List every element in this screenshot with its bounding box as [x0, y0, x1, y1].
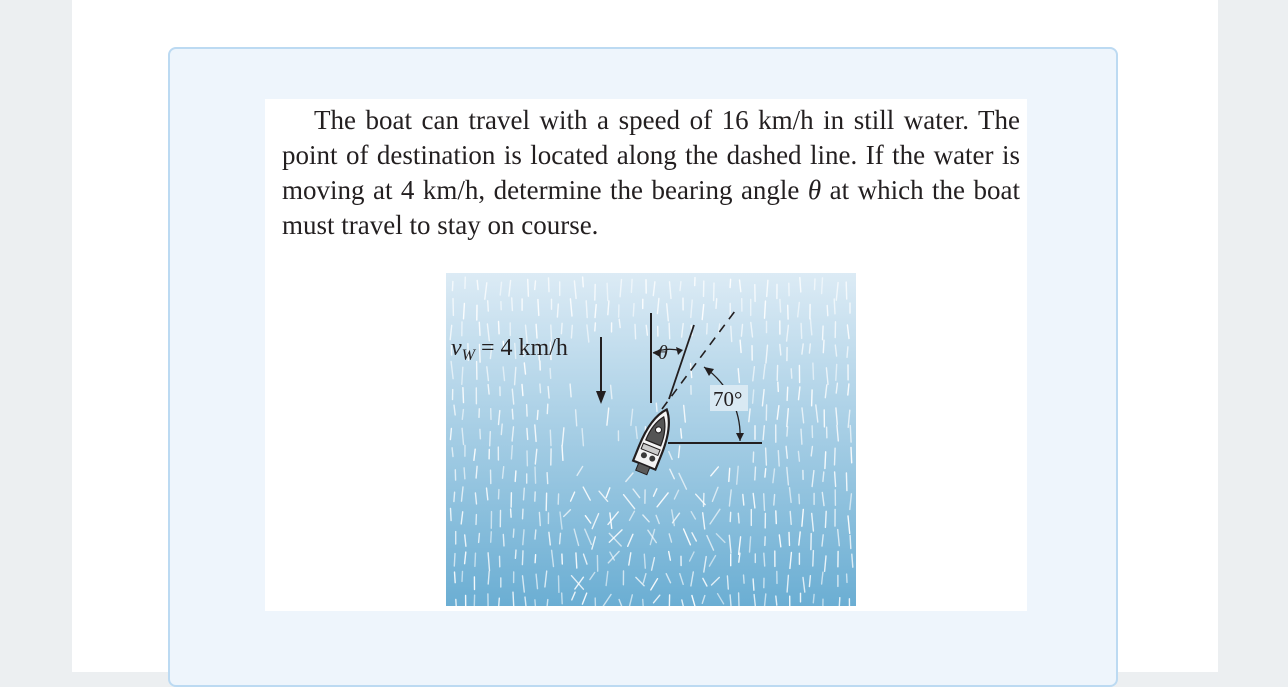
water-streak	[479, 322, 480, 335]
water-streak	[631, 279, 632, 292]
water-streak	[730, 279, 731, 287]
water-streak	[740, 340, 741, 352]
water-streak	[776, 511, 777, 524]
water-streak	[755, 467, 756, 480]
water-streak	[823, 326, 824, 340]
water-streak	[550, 368, 551, 378]
water-streak	[491, 532, 492, 542]
water-streak	[535, 281, 536, 290]
water-streak	[766, 448, 767, 465]
water-streak	[787, 427, 788, 436]
water-streak	[524, 488, 525, 500]
water-streak	[801, 429, 802, 444]
water-streak	[839, 598, 840, 606]
boat-figure	[446, 273, 856, 606]
water-streak	[547, 473, 548, 484]
water-streak	[813, 595, 814, 603]
water-streak	[549, 278, 550, 292]
water-streak	[764, 494, 765, 511]
water-streak	[850, 536, 851, 549]
water-streak	[827, 306, 828, 316]
water-streak	[847, 347, 848, 358]
water-streak	[535, 530, 536, 539]
water-streak	[522, 551, 523, 565]
water-streak	[800, 278, 801, 292]
water-streak	[780, 344, 781, 355]
water-streak	[522, 385, 523, 396]
water-streak	[540, 384, 541, 393]
water-streak	[716, 299, 717, 309]
water-streak	[548, 387, 549, 398]
water-streak	[765, 469, 766, 477]
water-streak	[454, 492, 455, 501]
water-streak	[513, 529, 514, 537]
water-streak	[538, 300, 539, 316]
theta-label: θ	[658, 342, 668, 364]
water-streak	[764, 553, 765, 566]
water-streak	[488, 301, 489, 311]
water-streak	[451, 508, 452, 520]
water-streak	[511, 509, 512, 517]
water-streak	[557, 304, 558, 317]
water-streak	[550, 430, 551, 445]
water-streak	[790, 512, 791, 525]
water-velocity-symbol: v	[451, 335, 462, 361]
water-streak	[480, 429, 481, 439]
water-streak	[846, 473, 847, 491]
water-streak	[527, 429, 528, 440]
water-streak	[535, 600, 536, 606]
water-streak	[547, 404, 548, 413]
water-streak	[633, 304, 634, 316]
water-streak	[738, 513, 739, 523]
water-streak	[528, 279, 529, 296]
water-streak	[560, 533, 561, 544]
water-streak	[539, 512, 540, 525]
water-streak	[515, 471, 516, 481]
water-streak	[488, 385, 489, 395]
water-streak	[681, 429, 682, 438]
water-streak	[774, 495, 775, 505]
water-streak	[789, 532, 790, 545]
water-streak	[743, 495, 744, 506]
water-streak	[475, 553, 476, 566]
water-streak	[561, 323, 562, 333]
water-streak	[562, 446, 563, 461]
water-streak	[490, 432, 491, 446]
water-streak	[813, 551, 814, 566]
water-streak	[851, 447, 852, 462]
water-streak	[809, 576, 810, 587]
water-streak	[463, 388, 464, 403]
water-streak	[680, 282, 681, 291]
water-streak	[836, 365, 837, 381]
water-streak	[635, 325, 636, 339]
water-streak	[813, 363, 814, 379]
water-streak	[809, 344, 810, 353]
water-streak	[464, 304, 465, 319]
water-streak	[834, 299, 835, 314]
water-streak	[753, 579, 754, 590]
water-streak	[503, 534, 504, 546]
water-streak	[744, 575, 745, 583]
water-streak	[776, 596, 777, 605]
problem-text-part-1: The boat can travel with a speed of 16 km/h in still water. The point of destination is located along the dashed line. If the water is moving at 4 km/h, determine the bearing angle	[282, 105, 1020, 205]
problem-text-part-2: at which the boat must travel to stay on course.	[282, 175, 1020, 240]
water-velocity-value: = 4 km/h	[475, 335, 568, 361]
water-streak	[835, 472, 836, 487]
water-velocity-subscript: W	[462, 347, 477, 364]
water-streak	[462, 572, 463, 582]
water-streak	[595, 323, 596, 331]
water-streak	[570, 384, 571, 397]
water-streak	[535, 467, 536, 483]
water-streak	[454, 554, 455, 566]
question-card	[168, 47, 1118, 687]
water-streak	[669, 323, 670, 339]
water-streak	[523, 509, 524, 519]
water-streak	[787, 387, 788, 400]
water-streak	[476, 466, 477, 478]
water-streak	[791, 369, 792, 378]
water-streak	[778, 451, 779, 466]
water-streak	[537, 410, 538, 419]
water-streak	[515, 550, 516, 558]
problem-theta-symbol: θ	[808, 175, 821, 205]
water-streak	[730, 512, 731, 521]
water-streak	[477, 280, 478, 289]
water-streak	[501, 424, 502, 434]
water-streak	[780, 299, 781, 312]
water-streak	[488, 571, 489, 584]
water-streak	[799, 494, 800, 503]
water-streak	[765, 301, 766, 318]
water-streak	[731, 326, 732, 341]
water-streak	[452, 448, 453, 457]
angle-label: 70°	[713, 387, 742, 411]
water-streak	[825, 511, 826, 527]
water-streak	[512, 298, 513, 311]
water-streak	[846, 282, 847, 299]
water-streak	[852, 554, 853, 567]
water-streak	[727, 576, 728, 589]
water-streak	[801, 324, 802, 339]
boat-figure-svg	[446, 273, 856, 606]
water-streak	[527, 405, 528, 416]
water-streak	[825, 452, 826, 469]
water-streak	[815, 279, 816, 290]
water-streak	[450, 428, 451, 439]
water-streak	[607, 283, 608, 300]
page-column	[72, 0, 1218, 672]
water-streak	[452, 282, 453, 291]
water-streak	[812, 390, 813, 406]
water-streak	[656, 403, 657, 411]
water-streak	[513, 592, 514, 606]
water-streak	[850, 426, 851, 443]
water-streak	[835, 448, 836, 465]
problem-image	[265, 99, 1027, 611]
water-streak	[464, 468, 465, 479]
water-streak	[644, 554, 645, 568]
water-streak	[511, 446, 512, 459]
water-streak	[583, 277, 584, 287]
water-streak	[822, 278, 823, 294]
water-streak	[586, 301, 587, 318]
water-streak	[462, 367, 463, 384]
water-streak	[571, 325, 572, 338]
water-streak	[455, 572, 456, 583]
water-streak	[512, 409, 513, 419]
water-streak	[619, 319, 620, 327]
water-streak	[823, 340, 824, 353]
water-streak	[499, 321, 500, 333]
water-streak	[562, 593, 563, 604]
water-streak	[479, 534, 480, 543]
water-streak	[778, 382, 779, 391]
problem-statement	[282, 103, 1020, 243]
water-streak	[707, 324, 708, 334]
water-streak	[576, 553, 577, 568]
water-streak	[798, 451, 799, 461]
water-streak	[729, 468, 730, 481]
water-streak	[823, 472, 824, 481]
water-streak	[535, 555, 536, 563]
